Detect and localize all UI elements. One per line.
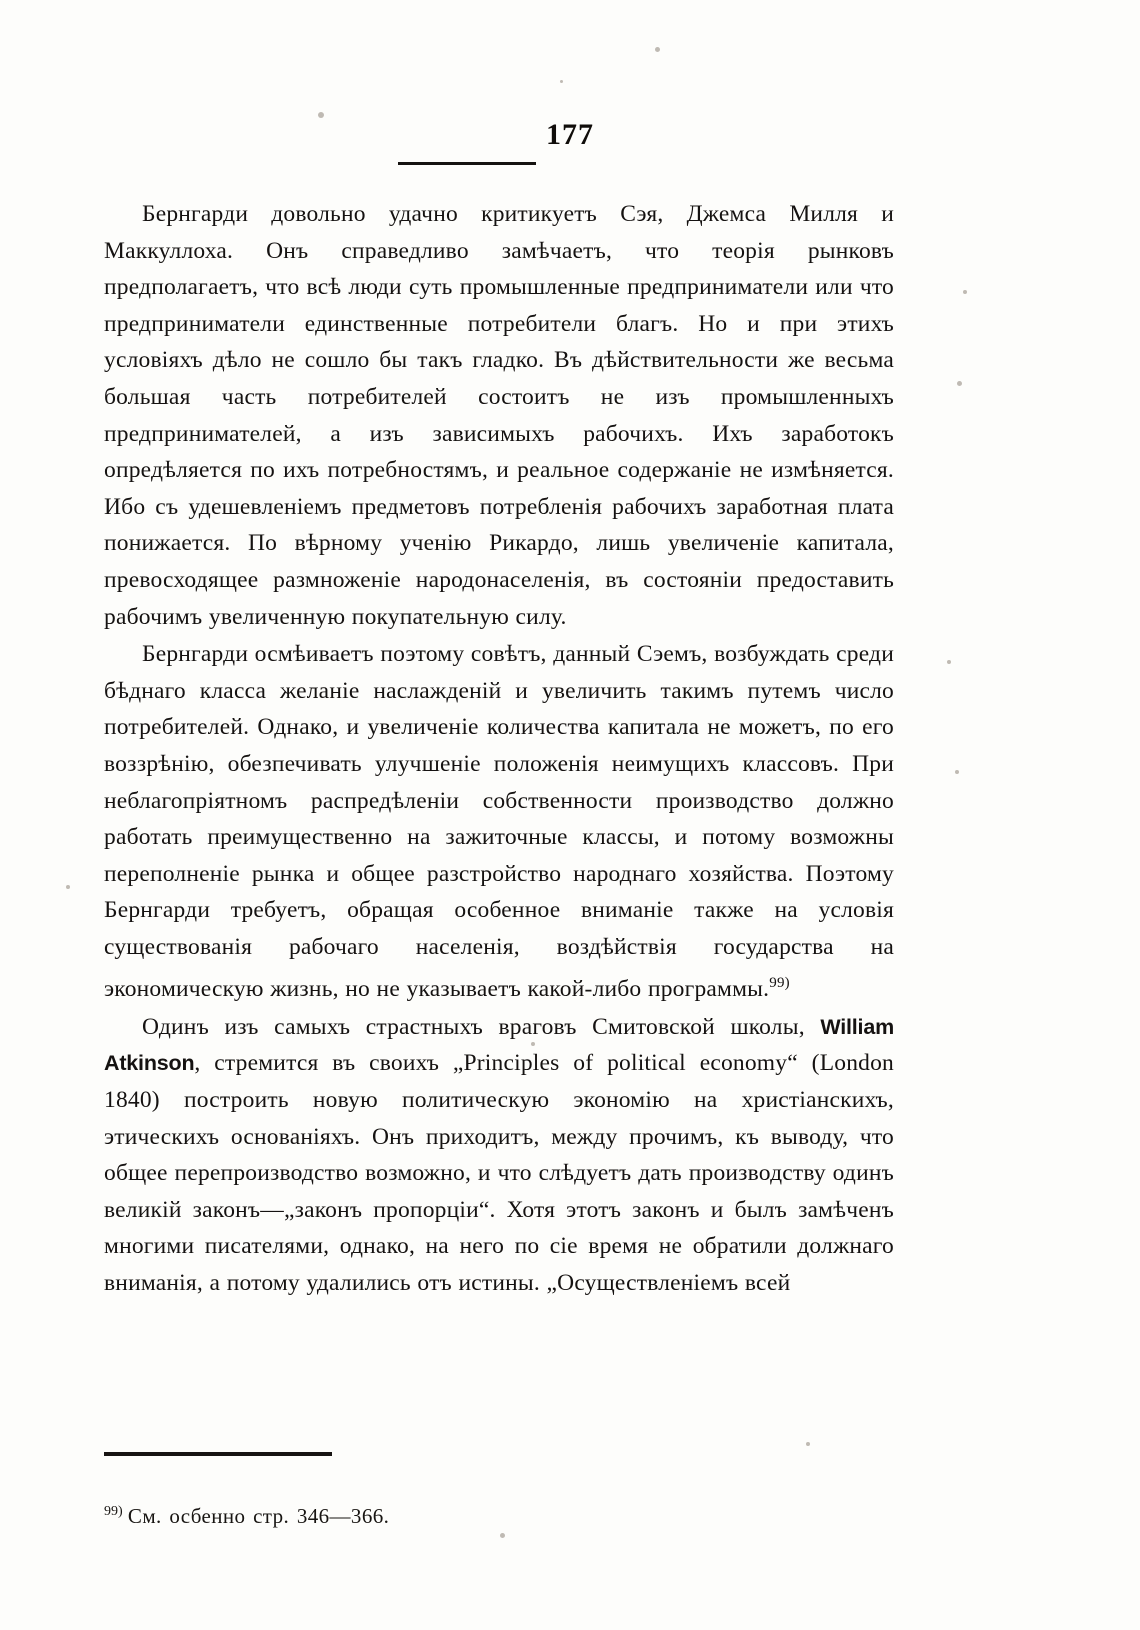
paragraph: Бернгарди довольно удачно критикуетъ Сэя, Джемса Милля и Маккуллоха. Онъ справедливо замѣчаетъ, что теорія рынковъ предполагаетъ, что всѣ люди суть промышленные предприниматели или что предприниматели единственные потребители благъ. Но и при этихъ условіяхъ дѣло не сошло бы такъ гладко. Въ дѣйствительности же весьма большая часть потребителей состоитъ не изъ промышленныхъ предпринимателей, а изъ зависимыхъ рабочихъ. Ихъ заработокъ опредѣляется по ихъ потребностямъ, и реальное содержаніе не измѣняется. Ибо съ удешевленіемъ предметовъ потребленія рабочихъ заработная плата понижается. По вѣрному ученію Рикардо, лишь увеличеніе капитала, превосходящее размноженіе народонаселенія, въ состояніи предоставить рабочимъ увеличенную покупательную силу. bbox=[104, 201, 894, 630]
footnote bbox=[104, 1498, 804, 1530]
page-number-container bbox=[0, 118, 1140, 156]
page-speck bbox=[947, 660, 951, 664]
page-speck bbox=[963, 290, 967, 294]
paragraph-lead: Одинъ изъ самыхъ страстныхъ враговъ Смитовской школы, bbox=[142, 1013, 805, 1040]
page-number: 177 bbox=[546, 118, 594, 151]
page-speck bbox=[66, 885, 70, 889]
page-speck bbox=[655, 47, 660, 52]
paragraph bbox=[104, 636, 894, 1008]
page-speck bbox=[957, 381, 962, 386]
body-text bbox=[104, 196, 894, 1303]
paragraph-rest: (London 1840) построить новую политическую экономію на христіанскихъ, этическихъ основаніяхъ. Онъ приходитъ, между прочимъ, къ выводу, что общее перепроизводство возможно, и что слѣдуетъ дать производству одинъ великій законъ—„законъ пропорціи“. Хотя этотъ законъ и былъ замѣченъ многими писателями, однако, на него по сіе время не обратили должнаго вниманія, а потому удалились отъ истины. „Осуществленіемъ всей bbox=[104, 1050, 894, 1297]
footnote-separator bbox=[104, 1452, 332, 1456]
footnote-text: См. осбенно стр. 346—366. bbox=[127, 1504, 390, 1528]
page-speck bbox=[955, 770, 959, 774]
author-name: William Atkinson bbox=[104, 1014, 894, 1076]
quoted-title: „Principles of political economy“ bbox=[452, 1050, 798, 1077]
page-number-underline bbox=[398, 162, 536, 165]
paragraph-with-author bbox=[104, 1009, 894, 1302]
page-speck bbox=[806, 1442, 810, 1446]
paragraph-text: Бернгарди осмѣиваетъ поэтому совѣтъ, данный Сэемъ, возбуждать среди бѣднаго класса желаніе наслажденій и увеличить такимъ путемъ число потребителей. Однако, и увеличеніе количества капитала не можетъ, по его воззрѣнію, обезпечивать улучшеніе положенія неимущихъ классовъ. При неблагопріятномъ распредѣленіи собственности производство должно работать преимущественно на зажиточные классы, и потому возможны переполненіе рынка и общее разстройство народнаго хозяйства. Поэтому Бернгарди требуетъ, обращая особенное вниманіе также на условія существованія рабочаго населенія, воздѣйствія государства на экономическую жизнь, но не указываетъ какой-либо программы. bbox=[104, 641, 894, 1003]
paragraph-after-name: , стремится въ своихъ bbox=[194, 1050, 453, 1077]
page-speck bbox=[560, 80, 563, 83]
footnote-reference: 99) bbox=[769, 975, 790, 992]
page-speck bbox=[500, 1533, 505, 1538]
footnote-number: 99) bbox=[104, 1504, 123, 1519]
